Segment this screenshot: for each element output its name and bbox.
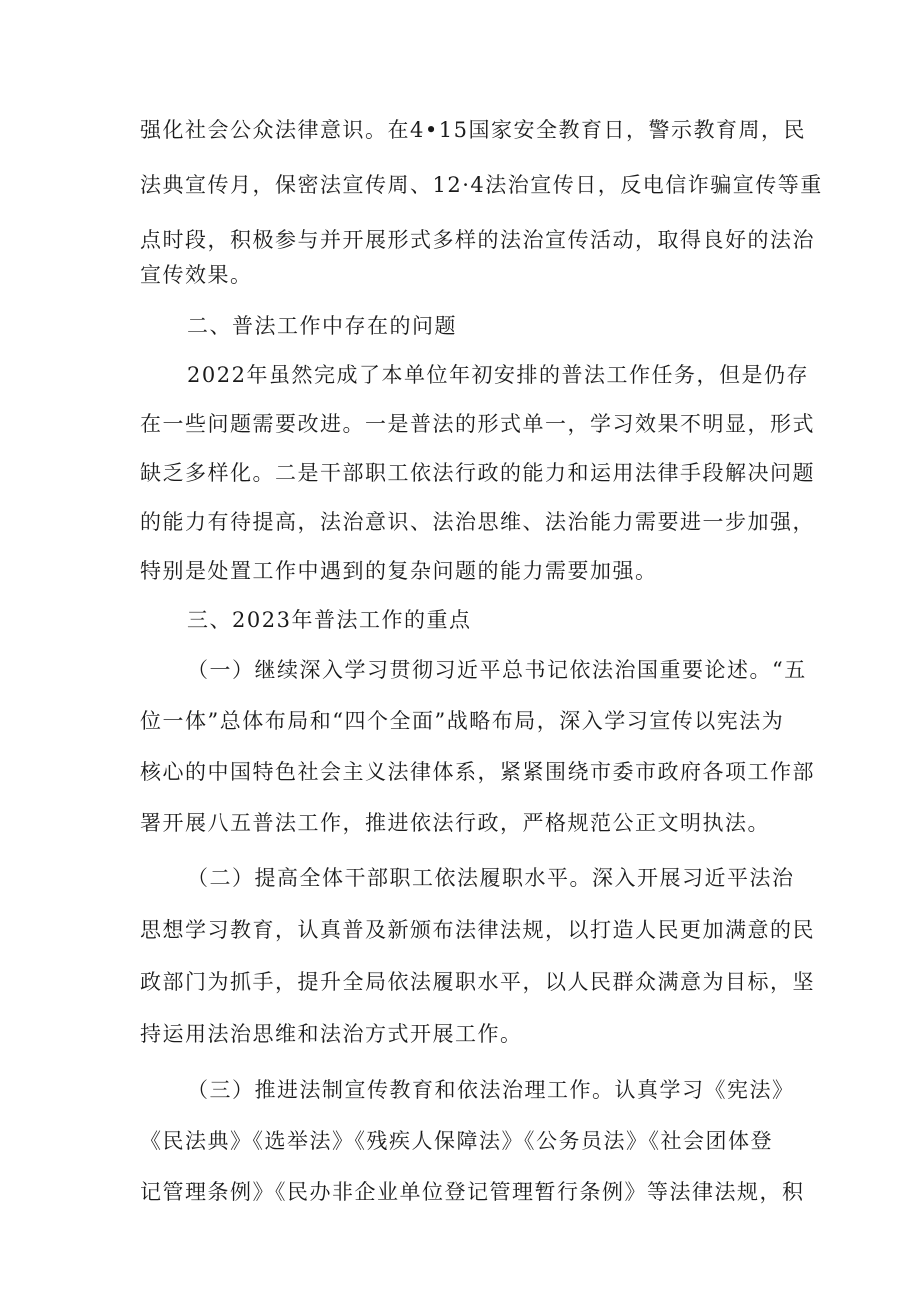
text-line: 署开展八五普法工作，推进依法行政，严格规范公正文明执法。 xyxy=(140,811,770,835)
text-line: （三）推进法制宣传教育和依法治理工作。认真学习《宪法》 xyxy=(187,1078,795,1102)
text-line: 点时段，积极参与并开展形式多样的法治宣传活动，取得良好的法治 xyxy=(140,228,815,252)
text-line: （一）继续深入学习贯彻习近平总书记依法治国重要论述。“五 xyxy=(187,658,807,682)
text-line: （二）提高全体干部职工依法履职水平。深入开展习近平法治 xyxy=(187,866,795,890)
text-line: 政部门为抓手，提升全局依法履职水平，以人民群众满意为目标，坚 xyxy=(140,970,815,994)
text-line: 缺乏多样化。二是干部职工依法行政的能力和运用法律手段解决问题 xyxy=(140,461,815,485)
section-heading: 二、普法工作中存在的问题 xyxy=(187,314,457,338)
text-line: 法典宣传月，保密法宣传周、12·4法治宣传日，反电信诈骗宣传等重 xyxy=(140,173,823,197)
text-line: 宣传效果。 xyxy=(140,263,253,287)
text-line: 在一些问题需要改进。一是普法的形式单一，学习效果不明显，形式 xyxy=(140,412,815,436)
text-line: 特别是处置工作中遇到的复杂问题的能力需要加强。 xyxy=(140,559,658,583)
text-line: 记管理条例》《民办非企业单位登记管理暂行条例》等法律法规，积 xyxy=(140,1180,805,1204)
text-line: 的能力有待提高，法治意识、法治思维、法治能力需要进一步加强， xyxy=(140,510,815,534)
section-heading: 三、2023年普法工作的重点 xyxy=(187,608,472,632)
text-line: 《民法典》《选举法》《残疾人保障法》《公务员法》《社会团体登 xyxy=(140,1129,773,1153)
text-line: 持运用法治思维和法治方式开展工作。 xyxy=(140,1022,523,1046)
text-line: 强化社会公众法律意识。在4•15国家安全教育日，警示教育周，民 xyxy=(140,118,806,142)
text-line: 核心的中国特色社会主义法律体系，紧紧围绕市委市政府各项工作部 xyxy=(140,760,815,784)
text-line: 2022年虽然完成了本单位年初安排的普法工作任务，但是仍存 xyxy=(187,363,809,387)
text-line: 位一体”总体布局和“四个全面”战略布局，深入学习宣传以宪法为 xyxy=(140,709,785,733)
text-line: 思想学习教育，认真普及新颁布法律法规，以打造人民更加满意的民 xyxy=(140,918,815,942)
